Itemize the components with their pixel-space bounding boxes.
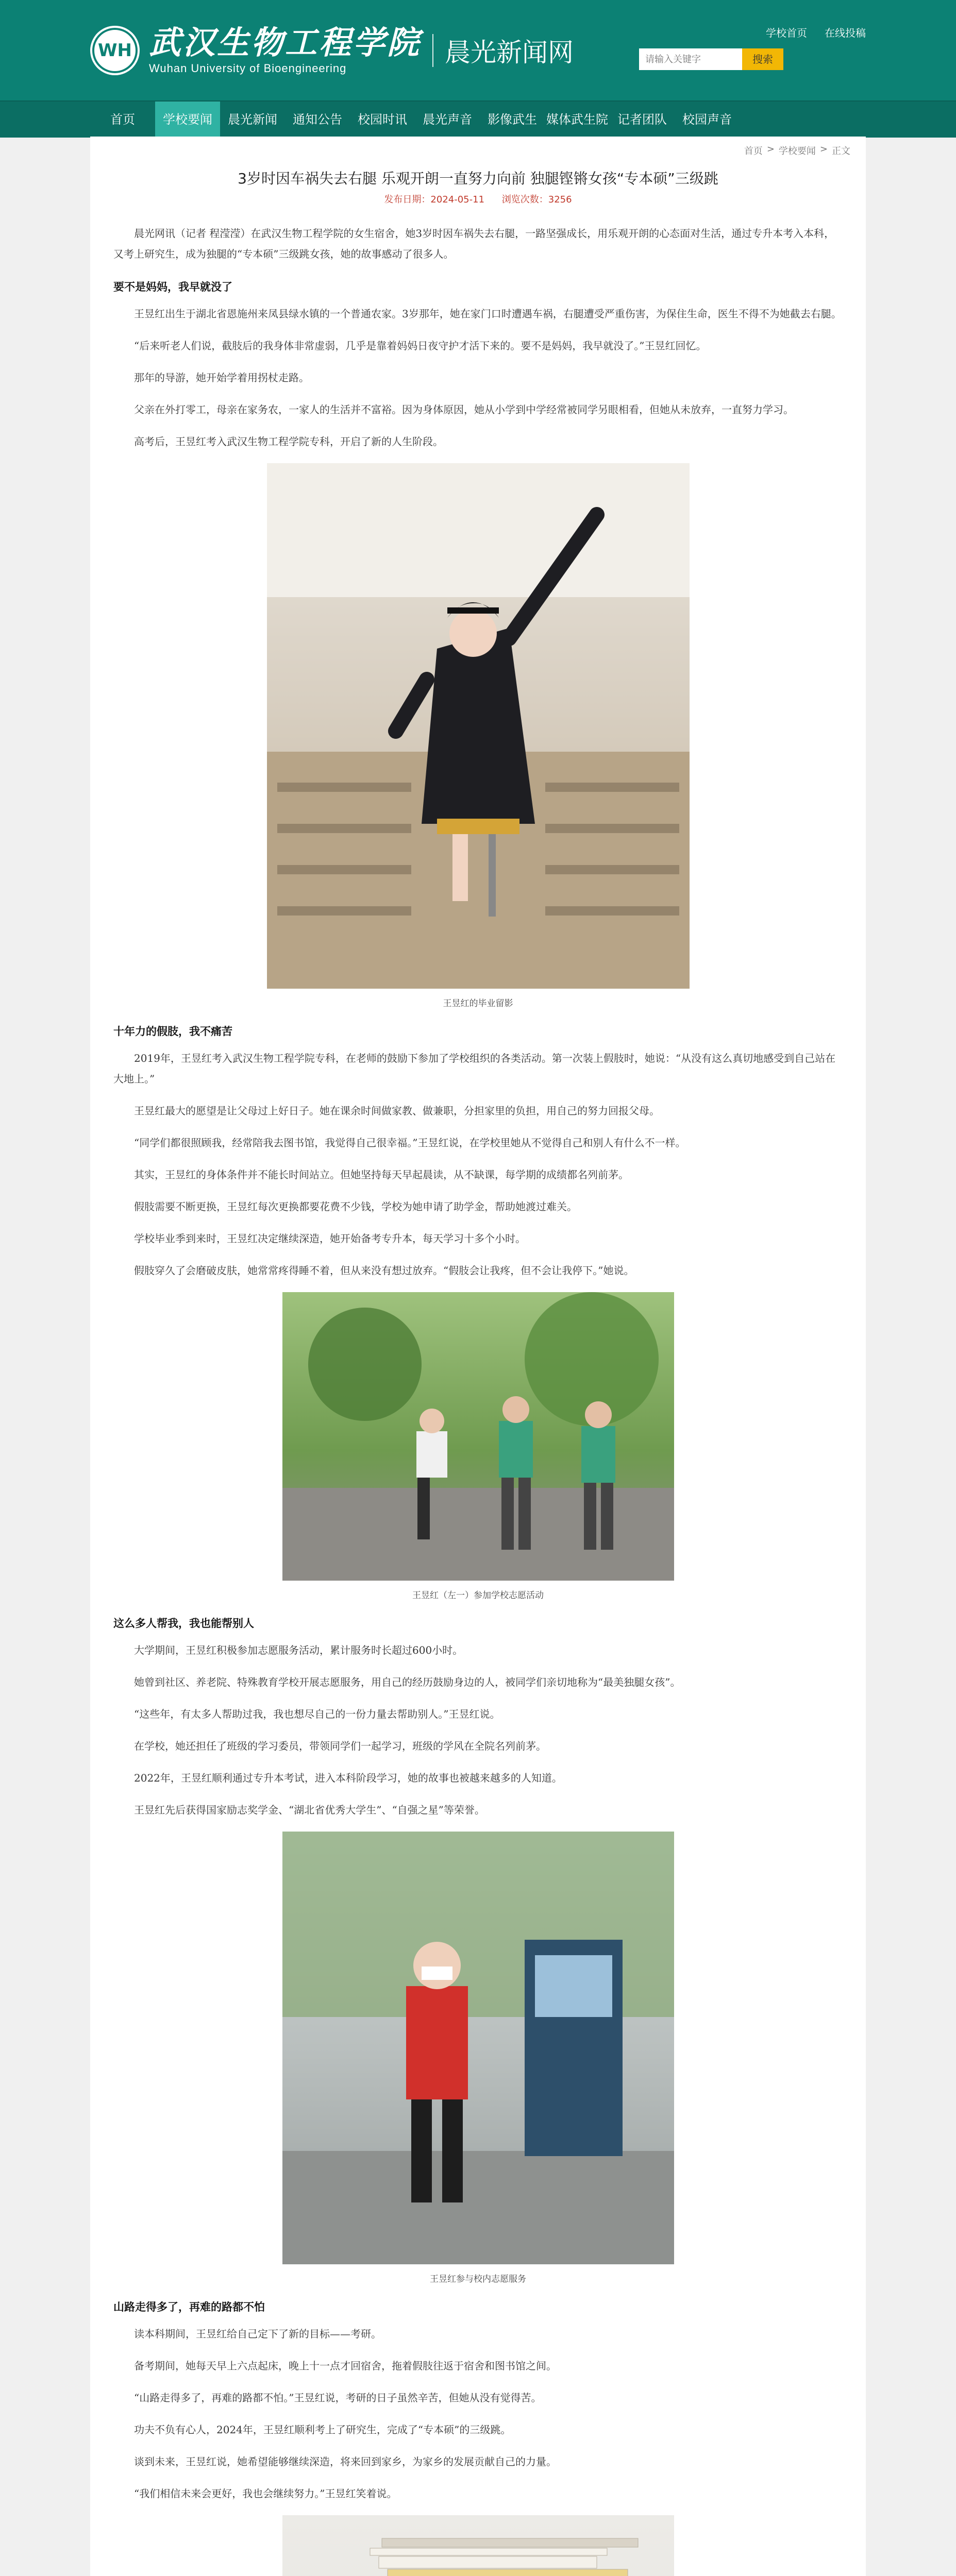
nav-item[interactable]: 校园时讯 [358,112,407,127]
paragraph: 读本科期间，王昱红给自己定下了新的目标——考研。 [134,2328,381,2340]
figure-caption: 王昱红参与校内志愿服务 [430,2274,526,2284]
figure-volunteer [113,1292,843,1601]
paragraph: 在学校，她还担任了班级的学习委员，带领同学们一起学习，班级的学风在全院名列前茅。 [134,1740,546,1752]
paragraph: 那年的导游，她开始学着用拐杖走路。 [134,371,309,384]
paragraph: 学校毕业季到来时，王昱红决定继续深造，她开始备考专升本，每天学习十多个小时。 [134,1232,526,1245]
school-name-en: Wuhan University of Bioengineering [149,62,347,75]
paragraph: 假肢需要不断更换，王昱红每次更换都要花费不少钱，学校为她申请了助学金，帮助她渡过难关。 [134,1200,577,1213]
school-name-cn: 武汉生物工程学院 [149,24,422,61]
article-date: 发布日期：2024-05-11 [384,194,485,205]
article-page [90,137,866,2576]
article-lead: 晨光网讯（记者 程滢滢）在武汉生物工程学院的女生宿舍，她3岁时因车祸失去右腿，一路坚强成长，用乐观开朗的心态面对生活，通过专升本考入本科，又考上研究生，成为独腿的“专本硕”三级跳女孩，她的故事感动了很多人。 [113,227,835,260]
paragraph: 她曾到社区、养老院、特殊教育学校开展志愿服务，用自己的经历鼓励身边的人，被同学们亲切地称为“最美独腿女孩”。 [134,1676,681,1688]
paragraph: 假肢穿久了会磨破皮肤，她常常疼得睡不着，但从来没有想过放弃。“假肢会让我疼，但不会让我停下。”她说。 [134,1264,634,1277]
paragraph: 其实，王昱红的身体条件并不能长时间站立。但她坚持每天早起晨读，从不缺课，每学期的成绩都名列前茅。 [134,1168,629,1181]
paragraph: “这些年，有太多人帮助过我，我也想尽自己的一份力量去帮助别人。”王昱红说。 [134,1708,500,1720]
figure-graduation [113,463,843,1009]
book-spine [382,2538,638,2547]
section-heading: 这么多人帮我，我也能帮别人 [113,1617,254,1630]
nav-item[interactable]: 校园声音 [682,112,732,127]
emblem-mark: WH [92,28,138,73]
figure-caption: 王昱红（左一）参加学校志愿活动 [412,1590,544,1601]
nav-item[interactable]: 媒体武生院 [546,112,608,127]
article-body [113,223,843,2576]
photo-graduation [267,463,690,989]
paragraph: 王昱红最大的愿望是让父母过上好日子。她在课余时间做家教、做兼职，分担家里的负担，用自己的努力回报父母。 [134,1105,660,1117]
submit-link[interactable]: 在线投稿 [825,27,866,39]
article-views: 浏览次数：3256 [501,194,572,205]
paragraph: 大学期间，王昱红积极参加志愿服务活动，累计服务时长超过600小时。 [134,1644,463,1656]
paragraph: “山路走得多了，再难的路都不怕。”王昱红说，考研的日子虽然辛苦，但她从没有觉得苦。 [134,2392,542,2404]
photo-books [282,2515,674,2576]
article-meta [90,192,866,206]
nav-item[interactable]: 首页 [110,112,135,127]
site-logo[interactable] [90,26,574,75]
photo-volunteer [282,1292,674,1581]
nav-item[interactable]: 晨光声音 [423,112,472,127]
breadcrumb-current: 正文 [832,146,850,157]
breadcrumb: 首页 > 学校要闻 > 正文 [744,144,850,157]
paragraph: 2022年，王昱红顺利通过专升本考试，进入本科阶段学习，她的故事也被越来越多的人知道。 [134,1772,562,1784]
search-input[interactable] [639,48,742,70]
paragraph: 功夫不负有心人，2024年，王昱红顺利考上了研究生，完成了“专本硕”的三级跳。 [134,2424,511,2436]
paragraph: 王昱红出生于湖北省恩施州来凤县绿水镇的一个普通农家。3岁那年，她在家门口时遭遇车祸，右腿遭受严重伤害，为保住生命，医生不得不为她截去右腿。 [134,308,842,320]
main-nav [0,100,956,138]
nav-item[interactable]: 影像武生 [488,112,537,127]
nav-item[interactable]: 通知公告 [293,112,342,127]
paragraph: 谈到未来，王昱红说，她希望能够继续深造，将来回到家乡，为家乡的发展贡献自己的力量。 [134,2455,557,2468]
site-header [0,0,956,100]
book-spine [370,2548,607,2555]
nav-item[interactable]: 记者团队 [617,112,667,127]
home-link[interactable]: 学校首页 [766,27,807,39]
paragraph: 父亲在外打零工，母亲在家务农，一家人的生活并不富裕。因为身体原因，她从小学到中学经常被同学另眼相看，但她从未放弃，一直努力学习。 [134,403,794,416]
top-links [766,25,866,40]
figure-service [113,1832,843,2284]
paragraph: 备考期间，她每天早上六点起床，晚上十一点才回宿舍，拖着假肢往返于宿舍和图书馆之间。 [134,2360,557,2372]
nav-item[interactable]: 学校要闻 [155,101,220,138]
breadcrumb-section[interactable]: 学校要闻 [778,146,816,157]
logo-divider [432,34,433,67]
book-spine [379,2556,597,2568]
breadcrumb-home[interactable]: 首页 [744,146,763,157]
figure-books [113,2515,843,2576]
school-emblem [90,26,140,75]
section-heading: 山路走得多了，再难的路都不怕 [113,2300,265,2313]
book-spine [388,2569,628,2576]
paragraph: 王昱红先后获得国家励志奖学金、“湖北省优秀大学生”、“自强之星”等荣誉。 [134,1804,485,1816]
search-button[interactable]: 搜索 [742,48,783,70]
article-title: 3岁时因车祸失去右腿 乐观开朗一直努力向前 独腿铿锵女孩“专本硕”三级跳 [238,170,718,187]
paragraph: 高考后，王昱红考入武汉生物工程学院专科，开启了新的人生阶段。 [134,435,443,448]
paragraph: “我们相信未来会更好，我也会继续努力。”王昱红笑着说。 [134,2487,397,2500]
search-box [639,48,783,70]
paragraph: “同学们都很照顾我，经常陪我去图书馆，我觉得自己很幸福。”王昱红说，在学校里她从不觉得自己和别人有什么不一样。 [134,1137,686,1149]
section-heading: 十年力的假肢，我不痛苦 [113,1025,232,1038]
site-name: 晨光新闻网 [445,38,574,67]
paragraph: “后来听老人们说，截肢后的我身体非常虚弱，几乎是靠着妈妈日夜守护才活下来的。要不是妈妈，我早就没了。”王昱红回忆。 [134,340,707,352]
figure-caption: 王昱红的毕业留影 [443,998,513,1009]
photo-service [282,1832,674,2264]
nav-item[interactable]: 晨光新闻 [228,112,277,127]
section-heading: 要不是妈妈，我早就没了 [113,280,232,293]
paragraph: 2019年，王昱红考入武汉生物工程学院专科，在老师的鼓励下参加了学校组织的各类活动。第一次装上假肢时，她说：“从没有这么真切地感受到自己站在大地上。” [113,1052,836,1085]
